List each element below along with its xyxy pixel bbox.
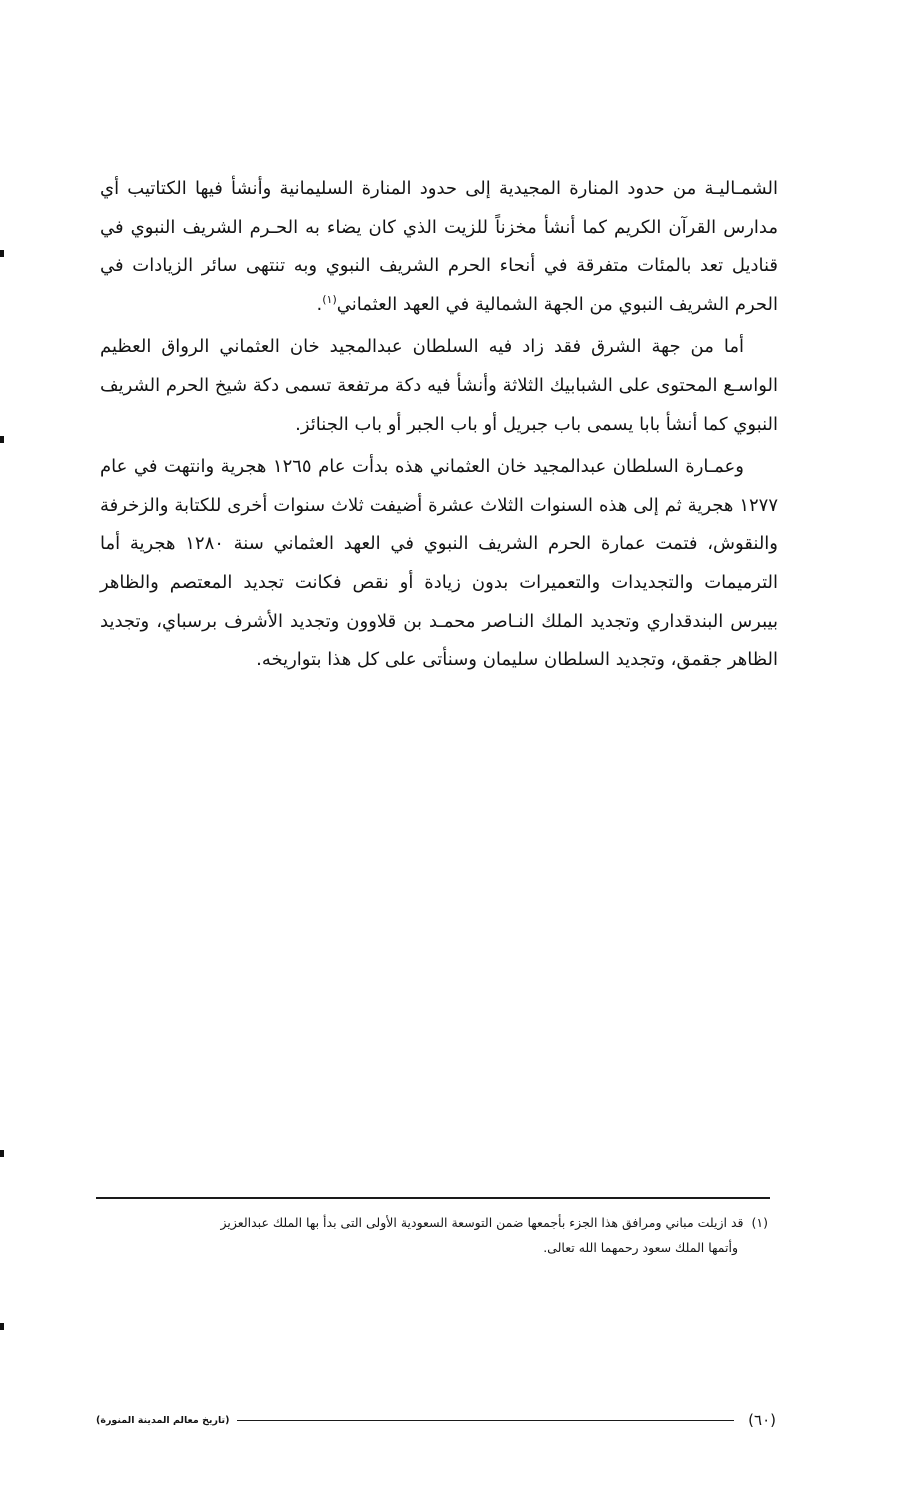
footnote-divider bbox=[96, 1197, 770, 1199]
main-text bbox=[100, 170, 778, 684]
footnote-reference: (١) bbox=[322, 292, 337, 306]
footnote bbox=[96, 1210, 768, 1260]
margin-mark bbox=[0, 250, 4, 257]
page-footer bbox=[96, 1407, 776, 1433]
paragraph-1-tail: . bbox=[316, 293, 323, 315]
margin-mark bbox=[0, 1323, 4, 1330]
footnote-line-1 bbox=[96, 1210, 768, 1235]
paragraph-3: وعمـارة السلطان عبدالمجيد خان العثماني هذه بدأت عام ١٢٦٥ هجرية وانتهت في عام ١٢٧٧ هجرية ثم إلى هذه السنوات الثلاث عشرة أضيفت ثلاث سنوات أخرى للكتابة والزخرفة والنقوش، فتمت عمارة الحرم الشريف النبوي في العهد العثماني سنة ١٢٨٠ هجرية أما الترميمات والتجديدات والتعميرات بدون زيادة أو نقص فكانت تجديد المعتصم والظاهر بيبرس البندقداري وتجديد الملك النـاصر محمـد بن قلاوون وتجديد الأشرف برسباي، وتجديد الظاهر جقمق، وتجديد السلطان سليمان وسنأتى على كل هذا بتواريخه. bbox=[100, 456, 778, 671]
footer-rule bbox=[237, 1420, 734, 1421]
footnote-number: (١) bbox=[751, 1215, 768, 1230]
paragraph-1-text: الشمـاليـة من حدود المنارة المجيدية إلى حدود المنارة السليمانية وأنشأ فيها الكتاتيب أي مدارس القرآن الكريم كما أنشأ مخزناً للزيت الذي كان يضاء به الحـرم الشريف النبوي في قناديل تعد بالمئات متفرقة في أنحاء الحرم الشريف النبوي وبه تنتهى سائر الزيادات في الحرم الشريف النبوي من الجهة الشمالية في العهد العثماني bbox=[100, 178, 778, 315]
footnote-line-2: وأتمها الملك سعود رحمهما الله تعالى. bbox=[543, 1240, 738, 1255]
paragraph-2: أما من جهة الشرق فقد زاد فيه السلطان عبدالمجيد خان العثماني الرواق العظيم الواسـع المحتوى على الشبابيك الثلاثة وأنشأ فيه دكة مرتفعة تسمى دكة شيخ الحرم الشريف النبوي كما أنشأ بابا يسمى باب جبريل أو باب الجبر أو باب الجنائز. bbox=[100, 336, 778, 435]
page-number: (٦٠) bbox=[748, 1411, 776, 1429]
running-title: (تاريخ معالم المدينة المنورة) bbox=[96, 1414, 230, 1426]
paragraph-1 bbox=[100, 170, 778, 324]
margin-mark bbox=[0, 1150, 4, 1157]
footnote-text-1: قد ازيلت مباني ومرافق هذا الجزء بأجمعها ضمن التوسعة السعودية الأولى التى بدأ بها الملك عبدالعزيز bbox=[220, 1215, 744, 1230]
margin-mark bbox=[0, 436, 4, 443]
